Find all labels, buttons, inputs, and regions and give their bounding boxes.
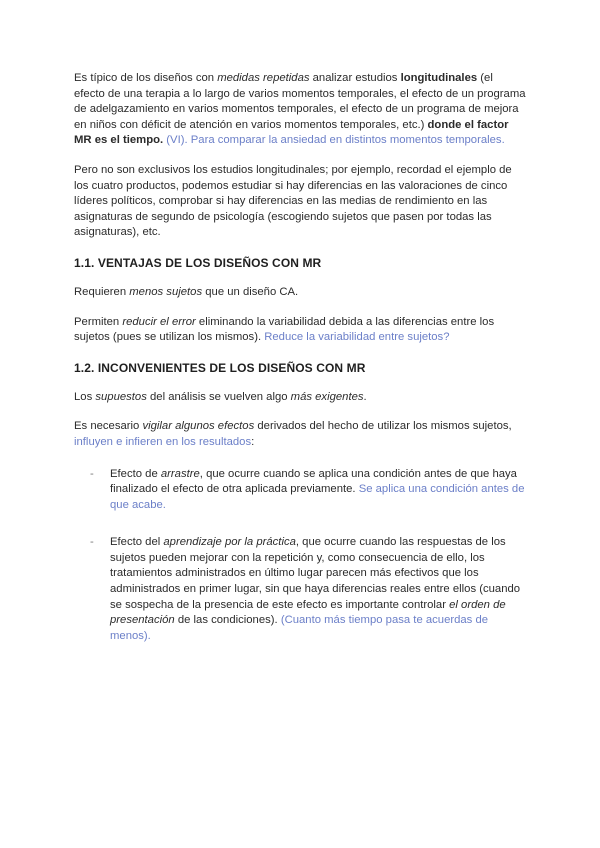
emphasis: reducir el error bbox=[122, 315, 196, 328]
emphasis: vigilar algunos efectos bbox=[142, 420, 255, 433]
emphasis: supuestos bbox=[95, 390, 147, 403]
intro-note: (VI). Para comparar la ansiedad en distintos momentos temporales. bbox=[163, 134, 505, 147]
text: derivados del hecho de utilizar los mismos sujetos, bbox=[254, 420, 512, 433]
dash-bullet: - bbox=[90, 467, 94, 480]
text: del análisis se vuelven algo bbox=[146, 390, 291, 403]
emphasis: más exigentes bbox=[290, 390, 364, 403]
intro-text: Es típico de los diseños con bbox=[74, 72, 218, 84]
text: que un diseño CA. bbox=[202, 285, 299, 298]
emphasis: arrastre bbox=[160, 467, 200, 480]
text: de las condiciones). bbox=[174, 614, 281, 627]
text: : bbox=[251, 435, 255, 448]
ventajas-note: Reduce la variabilidad entre sujetos? bbox=[264, 331, 450, 344]
ventajas-paragraph-2 bbox=[74, 315, 526, 346]
text: , que ocurre cuando las respuestas de los sujetos pueden mejorar con la repetición y, como consecuencia de ello, los tratamientos administrados en último lugar parecen más efectivos que los administrados en primer lugar, sin que haya diferencias reales entre ellos (cuando se sospecha de la presencia de este efecto es importante controlar bbox=[110, 536, 521, 611]
dash-bullet: - bbox=[90, 536, 94, 549]
emphasis: el orden de presentación bbox=[110, 598, 506, 627]
intro-bold: longitudinales bbox=[400, 72, 478, 84]
text: eliminando la variabilidad debida a las diferencias entre los sujetos (pues se utilizan los mismos). bbox=[74, 315, 495, 344]
inconvenientes-note: influyen e infieren en los resultados bbox=[74, 435, 252, 448]
text: Efecto del bbox=[110, 536, 164, 549]
text: Los bbox=[74, 390, 96, 403]
text: Permiten bbox=[74, 315, 123, 328]
inconvenientes-paragraph-1 bbox=[74, 390, 526, 406]
text: . bbox=[363, 390, 367, 403]
list-item bbox=[74, 467, 526, 514]
intro-paragraph bbox=[74, 71, 526, 149]
text: Es necesario bbox=[74, 420, 143, 433]
section-heading-ventajas: 1.1. VENTAJAS DE LOS DISEÑOS CON MR bbox=[74, 255, 322, 270]
intro-bold: donde el factor MR es el tiempo. bbox=[74, 118, 509, 147]
ventajas-paragraph-1 bbox=[74, 285, 526, 301]
intro-emphasis: medidas repetidas bbox=[217, 72, 310, 84]
aprendizaje-note: (Cuanto más tiempo pasa te acuerdas de menos). bbox=[110, 614, 489, 642]
effects-list bbox=[74, 467, 526, 645]
emphasis: menos sujetos bbox=[129, 285, 203, 298]
inconvenientes-paragraph-2 bbox=[74, 419, 526, 450]
text: Requieren bbox=[74, 285, 130, 298]
examples-paragraph: Pero no son exclusivos los estudios longitudinales; por ejemplo, recordad el ejemplo de los cuatro productos, podemos estudiar si hay diferencias en las valoraciones de cinco líderes políticos, comprobar si hay diferencias en las medias de rendimiento en las asignaturas de segundo de psicología (escogiendo sujetos que pasen por todas las asignaturas), etc. bbox=[74, 163, 512, 239]
emphasis: aprendizaje por la práctica bbox=[163, 536, 296, 549]
arrastre-note: Se aplica una condición antes de que acabe. bbox=[110, 483, 525, 511]
intro-text: (el efecto de una terapia a lo largo de varios momentos temporales, el efecto de un programa de adelgazamiento en varios momentos temporales, el efecto de un programa de mejora en niños con déficit de atención en varios momentos temporales, etc.) bbox=[74, 72, 526, 131]
intro-text: analizar estudios bbox=[309, 72, 401, 84]
section-heading-inconvenientes: 1.2. INCONVENIENTES DE LOS DISEÑOS CON MR bbox=[74, 360, 366, 375]
text: Efecto de bbox=[110, 467, 161, 480]
text: , que ocurre cuando se aplica una condición antes de que haya finalizado el efecto de otra aplicada previamente. bbox=[110, 467, 517, 496]
list-item bbox=[74, 535, 526, 644]
